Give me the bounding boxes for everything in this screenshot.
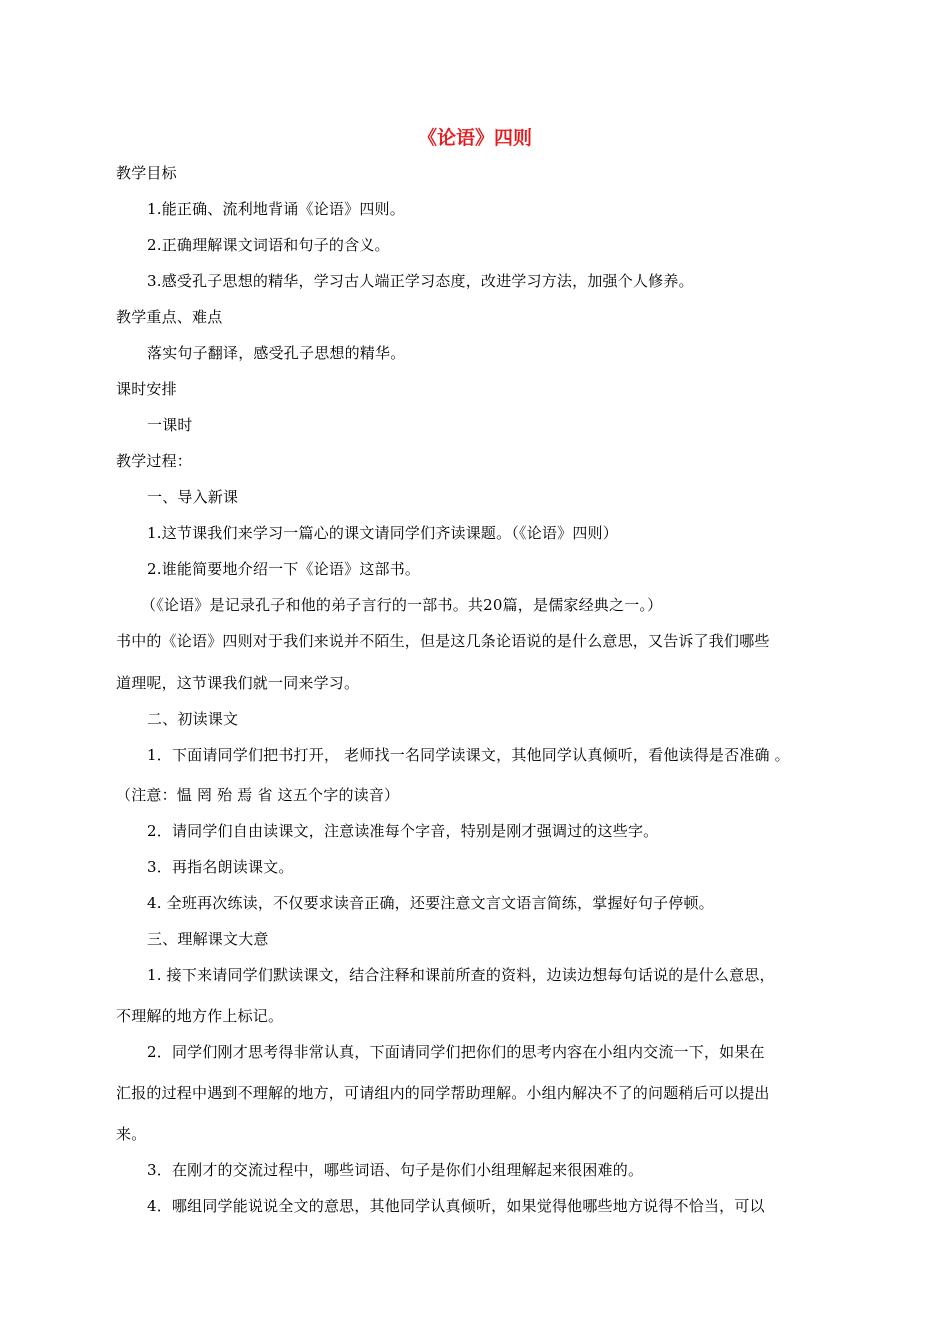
reading-item-2: 2．请同学们自由读课文，注意读准每个字音，特别是刚才强调过的这些字。	[147, 822, 659, 840]
paragraph-line: 来。	[116, 1125, 147, 1143]
understanding-item-1: 1. 接下来请同学们默读课文，结合注释和课前所查的资料，边读边想每句话说的是什么意思，	[147, 966, 775, 984]
paragraph-line: 汇报的过程中遇到不理解的地方，可请组内的同学帮助理解。小组内解决不了的问题稍后可以提出	[116, 1084, 770, 1102]
heading-key-points: 教学重点、难点	[116, 308, 223, 326]
understanding-item-2: 2．同学们刚才思考得非常认真，下面请同学们把你们的思考内容在小组内交流一下，如果在	[147, 1043, 765, 1061]
key-points-text: 落实句子翻译，感受孔子思想的精华。	[147, 344, 406, 362]
paragraph-line: 道理呢，这节课我们就一同来学习。	[116, 674, 360, 692]
reading-item-1: 1．下面请同学们把书打开， 老师找一名同学读课文，其他同学认真倾听，看他读得是否准确 。	[147, 746, 790, 764]
heading-schedule: 课时安排	[116, 380, 177, 398]
understanding-item-4: 4．哪组同学能说说全文的意思，其他同学认真倾听，如果觉得他哪些地方说得不恰当，可以	[147, 1197, 765, 1215]
heading-process: 教学过程：	[116, 452, 193, 470]
reading-item-3: 3．再指名朗读课文。	[147, 858, 294, 876]
schedule-text: 一课时	[147, 416, 193, 434]
goal-item-1: 1.能正确、流利地背诵《论语》四则。	[147, 200, 405, 218]
goal-item-3: 3.感受孔子思想的精华，学习古人端正学习态度，改进学习方法，加强个人修养。	[147, 272, 694, 290]
section-heading-intro: 一、导入新课	[147, 488, 239, 506]
section-heading-first-reading: 二、初读课文	[147, 710, 239, 728]
pronunciation-note: （注意：愠 罔 殆 焉 省 这五个字的读音）	[116, 786, 400, 804]
intro-item-2: 2.谁能简要地介绍一下《论语》这部书。	[147, 560, 421, 578]
intro-note: （《论语》是记录孔子和他的弟子言行的一部书。共20篇，是儒家经典之一。）	[141, 596, 663, 614]
understanding-item-3: 3．在刚才的交流过程中，哪些词语、句子是你们小组理解起来很困难的。	[147, 1161, 644, 1179]
paragraph-line: 书中的《论语》四则对于我们来说并不陌生，但是这几条论语说的是什么意思，又告诉了我们哪些	[116, 632, 770, 650]
section-heading-understanding: 三、理解课文大意	[147, 930, 269, 948]
reading-item-4: 4. 全班再次练读，不仅要求读音正确，还要注意文言文语言简练，掌握好句子停顿。	[147, 894, 714, 912]
intro-item-1: 1.这节课我们来学习一篇心的课文请同学们齐读课题。（《论语》四则）	[147, 524, 618, 542]
document-title: 《论语》四则	[417, 127, 532, 149]
heading-teaching-goals: 教学目标	[116, 164, 177, 182]
paragraph-line: 不理解的地方作上标记。	[116, 1007, 284, 1025]
goal-item-2: 2.正确理解课文词语和句子的含义。	[147, 236, 390, 254]
